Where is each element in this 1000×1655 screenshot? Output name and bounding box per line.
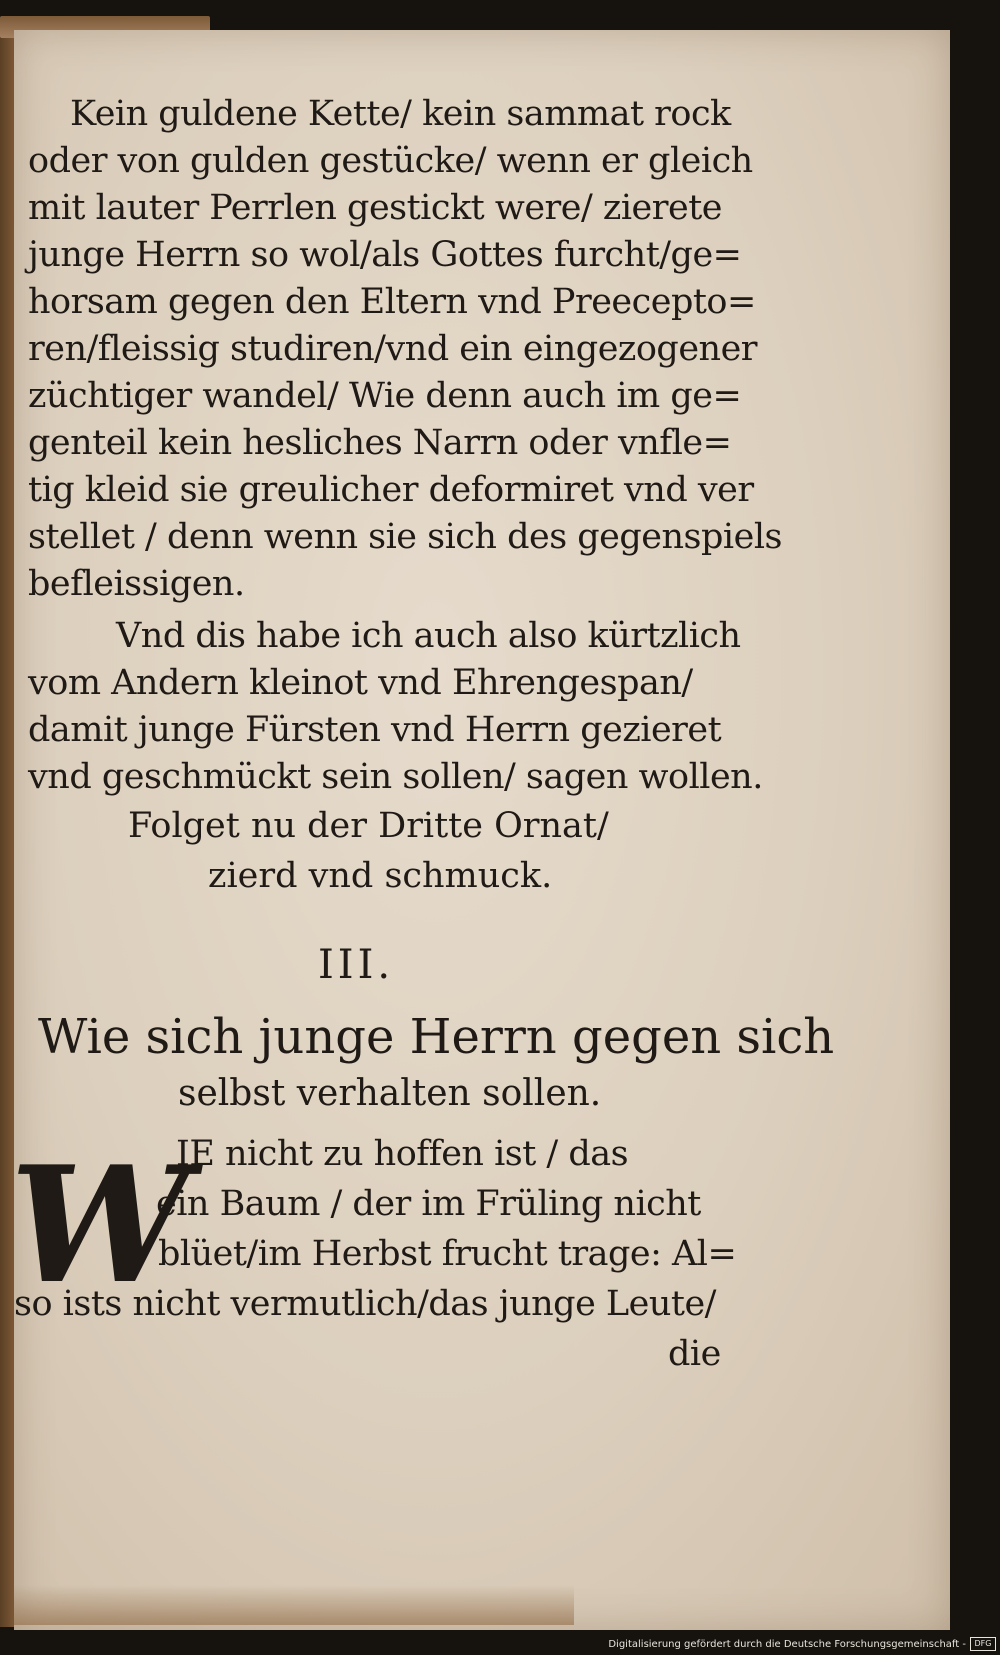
text-line: junge Herrn so wol/als Gottes furcht/ge= [28, 235, 742, 275]
text-line: stellet / denn wenn sie sich des gegenspiels [28, 517, 782, 557]
text-line: mit lauter Perrlen gestickt were/ zierete [28, 188, 722, 228]
text-line: vom Andern kleinot vnd Ehrengespan/ [28, 663, 693, 703]
text-line: genteil kein hesliches Narrn oder vnfle= [28, 423, 732, 463]
text-line: züchtiger wandel/ Wie denn auch im ge= [28, 376, 742, 416]
dfg-logo: DFG [970, 1637, 996, 1651]
digitization-credit: Digitalisierung gefördert durch die Deutsche Forschungsgemeinschaft - [608, 1639, 966, 1650]
text-line: Kein guldene Kette/ kein sammat rock [70, 94, 731, 134]
text-line: horsam gegen den Eltern vnd Preecepto= [28, 282, 756, 322]
catchword: die [668, 1334, 721, 1374]
text-line: oder von gulden gestücke/ wenn er gleich [28, 141, 753, 181]
drop-cap-initial: W [10, 1131, 190, 1319]
text-line: Vnd dis habe ich auch also kürtzlich [116, 616, 741, 656]
section-subheading: selbst verhalten sollen. [178, 1073, 602, 1114]
page-stain [14, 1585, 574, 1625]
text-line: befleissigen. [28, 564, 245, 604]
text-line: so ists nicht vermutlich/das junge Leute/ [14, 1284, 716, 1324]
section-heading: Wie sich junge Herrn gegen sich [38, 1009, 835, 1065]
text-line: ren/fleissig studiren/vnd ein eingezogener [28, 329, 758, 369]
text-line: ein Baum / der im Früling nicht [156, 1184, 701, 1224]
transition-line: Folget nu der Dritte Ornat/ [128, 806, 609, 846]
text-line: damit junge Fürsten vnd Herrn gezieret [28, 710, 722, 750]
text-line: tig kleid sie greulicher deformiret vnd ver [28, 470, 754, 510]
text-line: IE nicht zu hoffen ist / das [176, 1134, 629, 1174]
text-line: blüet/im Herbst frucht trage: Al= [158, 1234, 737, 1274]
transition-line: zierd vnd schmuck. [208, 856, 553, 896]
section-number: III. [318, 942, 395, 988]
text-line: vnd geschmückt sein sollen/ sagen wollen. [28, 757, 763, 797]
